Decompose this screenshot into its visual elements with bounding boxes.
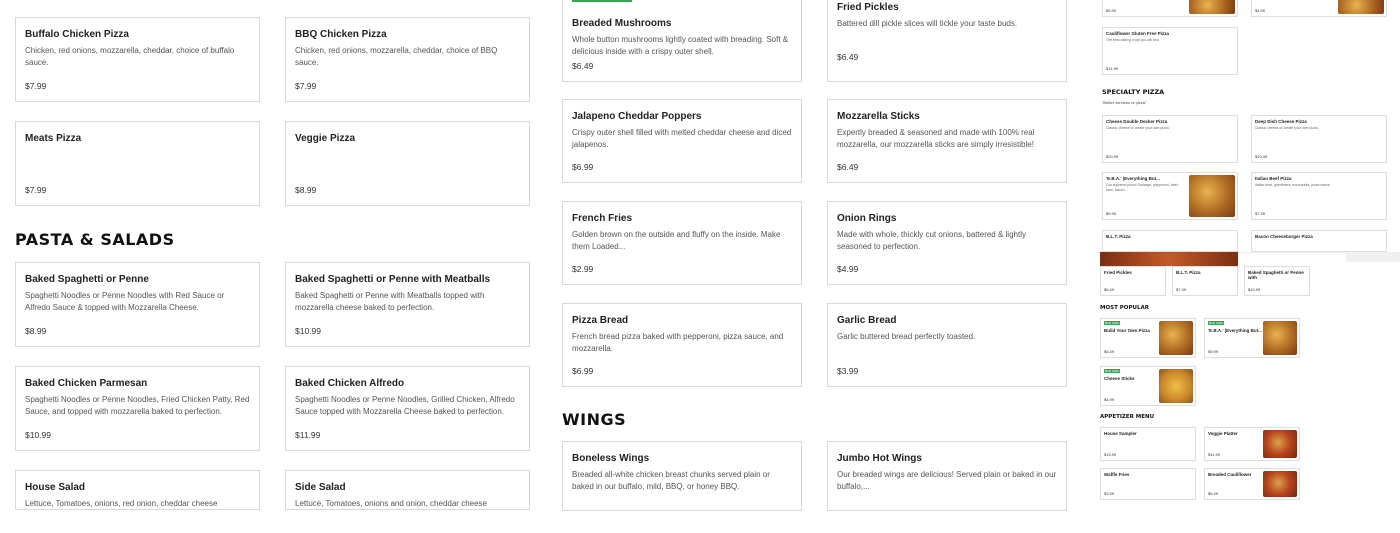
item-desc: Spaghetti Noodles or Penne Noodles with Red Sauce or Alfredo Sauce & topped with Mozzarella Cheese. — [25, 291, 225, 312]
section-title-wings: WINGS — [562, 410, 627, 429]
preview-price: $5.99 — [1208, 491, 1219, 496]
preview-card[interactable] — [1204, 427, 1300, 461]
item-price: $7.99 — [25, 81, 47, 91]
item-desc: Lettuce, Tomatoes, onions, red onion, cheddar cheese — [25, 499, 218, 508]
item-price: $2.99 — [572, 264, 594, 274]
preview-price: $10.49 — [1255, 154, 1268, 159]
preview-card[interactable] — [1100, 366, 1196, 406]
preview-card[interactable] — [1102, 0, 1238, 17]
item-price: $8.99 — [25, 326, 47, 336]
menu-item-card[interactable] — [285, 121, 530, 206]
preview-card[interactable] — [1102, 27, 1238, 75]
item-price: $3.99 — [837, 366, 859, 376]
preview-name: Fried Pickles — [1104, 270, 1132, 275]
item-price: $4.99 — [837, 264, 859, 274]
item-desc: Made with whole, thickly cut onions, battered & lightly seasoned to perfection. — [837, 230, 1026, 251]
menu-item-card[interactable] — [285, 17, 530, 102]
preview-name: Cheese Sticks — [1104, 376, 1135, 381]
item-desc: Expertly breaded & seasoned and made with 100% real mozzarella, our mozzarella sticks are simply irresistible! — [837, 128, 1035, 149]
item-desc: Spaghetti Noodles or Penne Noodles, Fried Chicken Patty, Red Sauce, and topped with mozzarella baked to perfection. — [25, 395, 250, 416]
item-price: $6.49 — [837, 162, 859, 172]
pizza-image — [1189, 175, 1235, 217]
preview-price: $7.99 — [1176, 287, 1187, 292]
preview-price: $11.99 — [1106, 66, 1118, 71]
preview-price: $4.99 — [1104, 397, 1115, 402]
pizza-image — [1159, 321, 1193, 355]
item-price: $10.99 — [25, 430, 51, 440]
item-desc: Crispy outer shell filled with melted cheddar cheese and diced jalapenos. — [572, 128, 792, 149]
preview-price: $5.49 — [1104, 349, 1115, 354]
menu-preview-panel — [1096, 0, 1400, 500]
preview-card[interactable] — [1172, 266, 1238, 296]
preview-card[interactable] — [1100, 266, 1166, 296]
preview-name: Baked Spaghetti or Penne with — [1248, 270, 1304, 280]
preview-scroll-strip — [1346, 252, 1400, 262]
menu-item-card[interactable] — [827, 201, 1067, 285]
item-desc: French bread pizza baked with pepperoni, pizza sauce, and mozzarella. — [572, 332, 784, 353]
preview-card[interactable] — [1102, 230, 1238, 252]
preview-section-subtitle: "Better versions of pizza". — [1102, 100, 1148, 105]
preview-price: $5.99 — [1106, 8, 1117, 13]
item-price: $8.99 — [295, 185, 317, 195]
menu-item-card[interactable] — [562, 441, 802, 511]
food-image — [1263, 430, 1297, 458]
pizza-image — [1338, 0, 1384, 14]
best-seller-badge — [572, 0, 632, 2]
item-name: Pizza Bread — [572, 315, 629, 326]
menu-item-card[interactable] — [827, 441, 1067, 511]
preview-name: Veggie Platter — [1208, 431, 1238, 436]
item-name: Veggie Pizza — [295, 133, 356, 144]
preview-name: Cauliflower Gluten Free Pizza — [1106, 31, 1170, 36]
item-name: Baked Spaghetti or Penne — [25, 274, 149, 285]
food-image — [1263, 471, 1297, 497]
item-desc: Baked Spaghetti or Penne with Meatballs topped with mozzarella cheese baked to perfection. — [295, 291, 485, 312]
preview-price: $3.99 — [1104, 491, 1115, 496]
preview-card[interactable] — [1102, 172, 1238, 220]
preview-name: 'E.B.A.' (Everything But... — [1208, 328, 1262, 333]
item-name: Fried Pickles — [837, 2, 899, 13]
menu-item-card[interactable] — [562, 201, 802, 285]
item-desc: Breaded all-white chicken breast chunks served plain or baked in our buffalo, mild, BBQ, or honey BBQ. — [572, 470, 770, 491]
best-seller-badge: Best Seller — [1105, 321, 1120, 325]
item-price: $6.99 — [572, 162, 594, 172]
preview-section-title: APPETIZER MENU — [1100, 414, 1155, 420]
menu-item-card[interactable] — [827, 303, 1067, 387]
item-price: $7.99 — [295, 81, 317, 91]
preview-card[interactable] — [1244, 266, 1310, 296]
item-desc: Lettuce, Tomatoes, onions and onion, cheddar cheese — [295, 499, 487, 508]
item-name: Side Salad — [295, 482, 346, 493]
preview-price: $4.99 — [1255, 8, 1266, 13]
preview-desc: The best tasting crust you will find. — [1106, 38, 1160, 42]
section-title-pasta-salads: PASTA & SALADS — [15, 230, 175, 249]
item-name: Garlic Bread — [837, 315, 897, 326]
item-desc: Chicken, red onions, mozzarella, cheddar, choice of BBQ sauce. — [295, 46, 498, 67]
item-name: Onion Rings — [837, 213, 897, 224]
preview-card[interactable] — [1251, 115, 1387, 163]
best-seller-badge: Best Seller — [1105, 369, 1120, 373]
preview-name: House Sampler — [1104, 431, 1137, 436]
menu-item-card[interactable] — [15, 366, 260, 451]
item-price: $6.49 — [572, 61, 594, 71]
item-price: $11.99 — [295, 430, 321, 440]
item-desc: Whole button mushrooms lightly coated with breading. Soft & delicious inside with a crispy outer shell. — [572, 35, 789, 56]
menu-item-card[interactable] — [15, 17, 260, 102]
preview-name: Build Your Own Pizza — [1104, 328, 1150, 333]
item-name: Buffalo Chicken Pizza — [25, 29, 129, 40]
menu-item-card[interactable] — [15, 470, 260, 510]
preview-card[interactable] — [1100, 427, 1196, 461]
item-name: Mozzarella Sticks — [837, 111, 920, 122]
menu-item-card[interactable] — [562, 0, 802, 82]
item-name: Boneless Wings — [572, 453, 650, 464]
item-desc: Golden brown on the outside and fluffy on the inside. Make them Loaded... — [572, 230, 781, 251]
preview-desc: Italian beef, giardiniera, mozzarella, pizza sauce. — [1255, 183, 1331, 187]
preview-card[interactable] — [1251, 230, 1387, 252]
menu-item-card[interactable] — [562, 99, 802, 183]
preview-price: $20.99 — [1106, 154, 1119, 159]
food-image — [1159, 369, 1193, 403]
item-name: Breaded Mushrooms — [572, 18, 672, 29]
preview-card[interactable] — [1102, 115, 1238, 163]
preview-card[interactable] — [1204, 468, 1300, 500]
preview-desc: Our supreme pizza! Sausage, pepperoni, beef, ham, bacon,... — [1106, 183, 1179, 192]
item-name: Meats Pizza — [25, 133, 82, 144]
preview-name: Cheese Double Decker Pizza — [1106, 119, 1168, 124]
preview-section-title: MOST POPULAR — [1100, 305, 1149, 311]
preview-price: $6.49 — [1104, 287, 1115, 292]
item-desc: Battered dill pickle slices will tickle your taste buds. — [837, 19, 1018, 28]
item-desc: Garlic buttered bread perfectly toasted. — [837, 332, 976, 341]
item-desc: Spaghetti Noodles or Penne Noodles, Grilled Chicken, Alfredo Sauce topped with Mozzarella Cheese baked to perfection. — [295, 395, 515, 416]
menu-item-card[interactable] — [285, 262, 530, 347]
preview-price: $7.99 — [1255, 211, 1266, 216]
preview-name: B.L.T. Pizza — [1106, 234, 1131, 239]
menu-item-card[interactable] — [285, 366, 530, 451]
pizza-image — [1263, 321, 1297, 355]
preview-desc: Classic cheese or create your own pizza. — [1255, 126, 1319, 130]
item-name: Jumbo Hot Wings — [837, 453, 922, 464]
preview-name: Breaded Cauliflower — [1208, 472, 1252, 477]
best-seller-badge: Best Seller — [1209, 321, 1224, 325]
item-name: Baked Chicken Alfredo — [295, 378, 405, 389]
preview-price: $10.99 — [1248, 287, 1261, 292]
preview-card[interactable] — [1251, 0, 1387, 17]
menu-item-card[interactable] — [827, 99, 1067, 183]
preview-price: $9.99 — [1106, 211, 1117, 216]
preview-desc: Classic cheese or create your own pizza. — [1106, 126, 1170, 130]
item-desc — [295, 149, 520, 184]
menu-item-card[interactable] — [827, 0, 1067, 82]
preview-name: Waffle Fries — [1104, 472, 1130, 477]
item-desc: Our breaded wings are delicious! Served plain or baked in our buffalo,... — [837, 470, 1057, 491]
preview-section-title: SPECIALTY PIZZA — [1102, 88, 1165, 96]
preview-name: Italian Beef Pizza — [1255, 176, 1292, 181]
item-name: French Fries — [572, 213, 633, 224]
preview-name: Deep Dish Cheese Pizza — [1255, 119, 1307, 124]
preview-name: B.L.T. Pizza — [1176, 270, 1201, 275]
item-name: BBQ Chicken Pizza — [295, 29, 387, 40]
item-name: House Salad — [25, 482, 86, 493]
food-image-strip — [1100, 252, 1238, 266]
preview-price: $11.99 — [1208, 452, 1220, 457]
pizza-image — [1189, 0, 1235, 14]
preview-price: $9.99 — [1208, 349, 1219, 354]
preview-card[interactable] — [1251, 172, 1387, 220]
menu-item-card[interactable] — [562, 303, 802, 387]
item-price: $7.99 — [25, 185, 47, 195]
item-name: Jalapeno Cheddar Poppers — [572, 111, 702, 122]
preview-card[interactable] — [1100, 318, 1196, 358]
preview-name: 'E.B.A.' (Everything But... — [1106, 176, 1160, 181]
preview-name: Bacon Cheeseburger Pizza — [1255, 234, 1313, 239]
preview-price: $15.99 — [1104, 452, 1117, 457]
item-price: $10.99 — [295, 326, 321, 336]
menu-item-card[interactable] — [15, 121, 260, 206]
item-desc: Chicken, red onions, mozzarella, cheddar, choice of buffalo sauce. — [25, 46, 235, 67]
menu-item-card[interactable] — [15, 262, 260, 347]
preview-card[interactable] — [1100, 468, 1196, 500]
item-name: Baked Spaghetti or Penne with Meatballs — [295, 274, 491, 285]
item-desc — [25, 149, 250, 184]
menu-item-card[interactable] — [285, 470, 530, 510]
item-name: Baked Chicken Parmesan — [25, 378, 148, 389]
item-price: $6.49 — [837, 52, 859, 62]
preview-card[interactable] — [1204, 318, 1300, 358]
item-price: $6.99 — [572, 366, 594, 376]
